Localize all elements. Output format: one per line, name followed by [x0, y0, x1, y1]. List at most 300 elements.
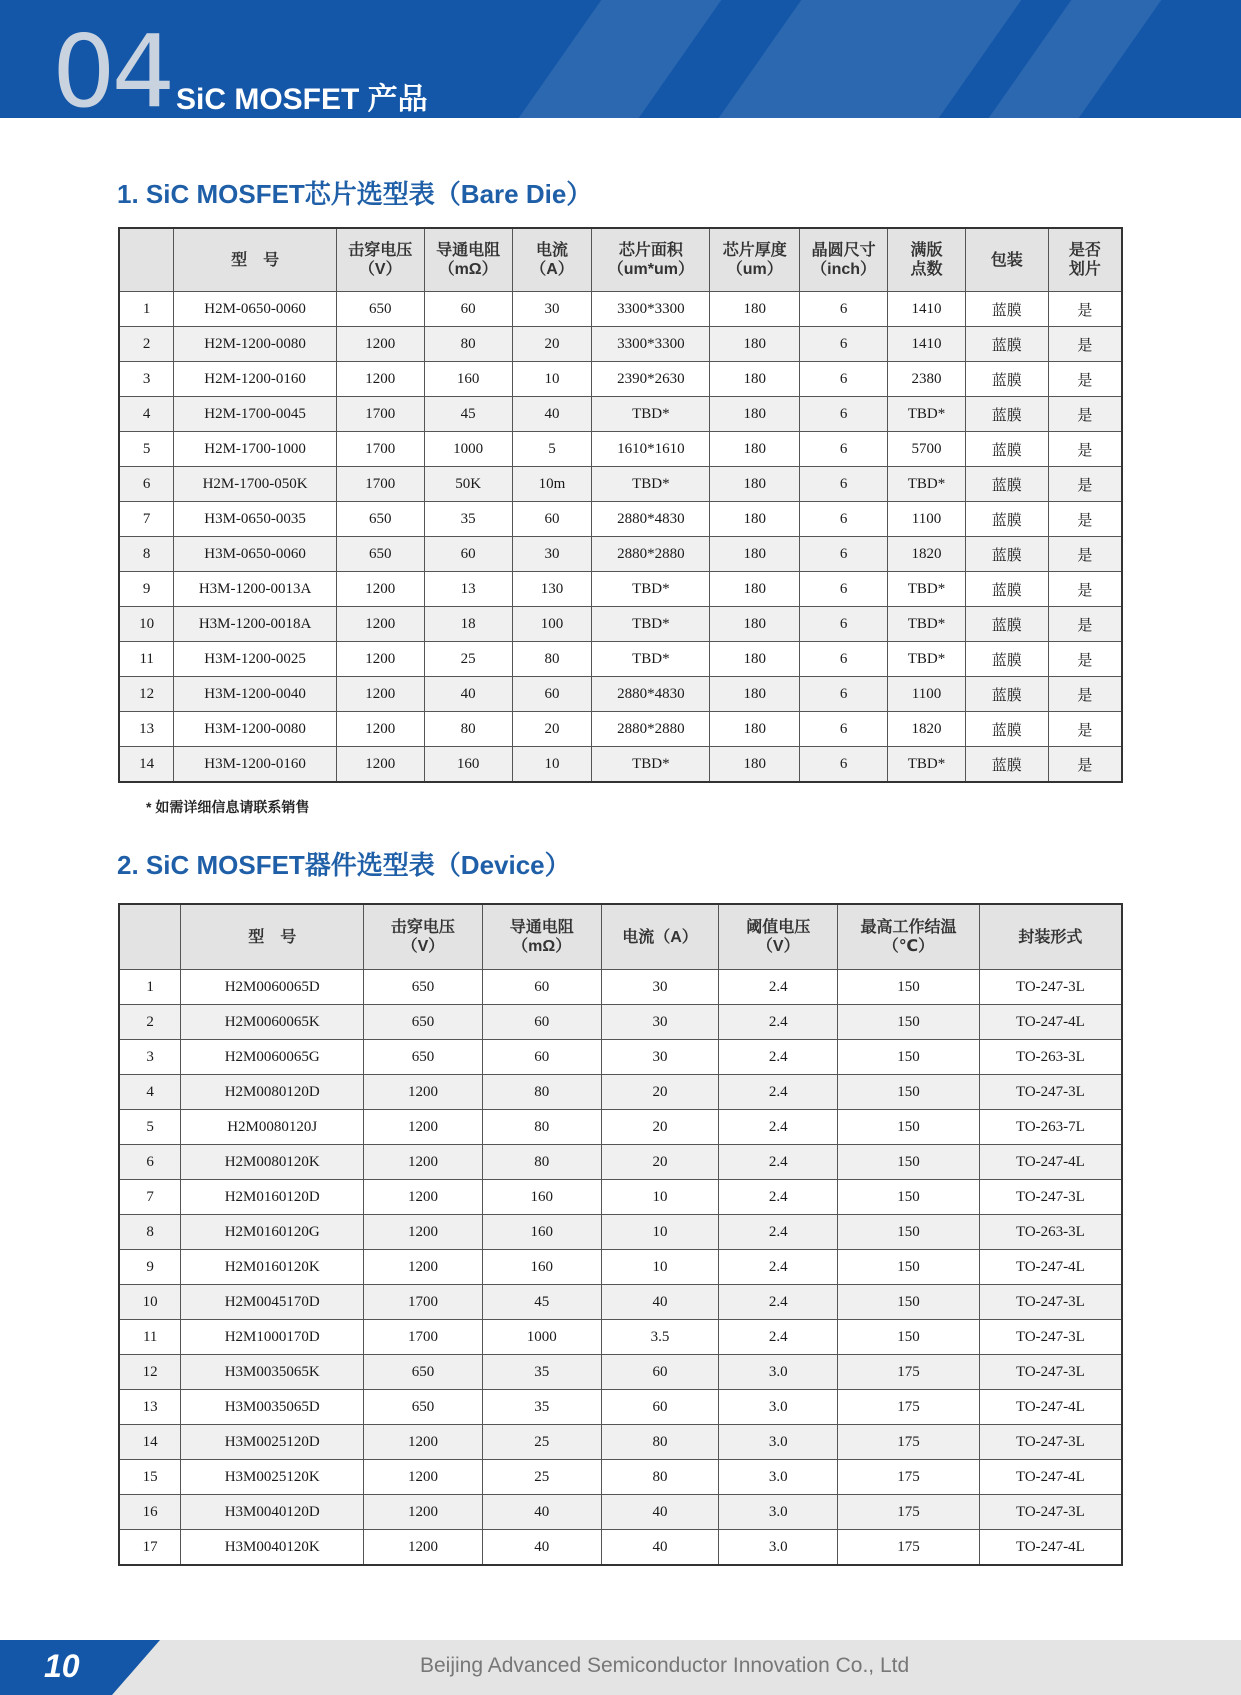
table-cell: 3 [119, 1040, 181, 1075]
table-cell: 1 [119, 292, 174, 327]
footer [0, 1640, 1241, 1695]
table-cell: 2880*2880 [592, 712, 710, 747]
table-cell: 150 [838, 1215, 980, 1250]
table-cell: 是 [1048, 397, 1122, 432]
table-cell: 1000 [482, 1320, 601, 1355]
table-cell: H2M0080120K [181, 1145, 364, 1180]
table-cell: 175 [838, 1425, 980, 1460]
table-row [119, 502, 1122, 537]
table-cell: TBD* [592, 642, 710, 677]
table-cell: 1200 [336, 712, 424, 747]
table-cell: 是 [1048, 747, 1122, 783]
table-cell: 3.0 [719, 1425, 838, 1460]
column-header: 是否 划片 [1048, 228, 1122, 292]
device-header-row [119, 904, 1122, 970]
table-cell: 60 [424, 292, 512, 327]
table-row [119, 1355, 1122, 1390]
table-cell: 18 [424, 607, 512, 642]
table-cell: 20 [512, 327, 592, 362]
table-cell: 20 [601, 1110, 719, 1145]
table-row [119, 747, 1122, 783]
table-cell: TO-263-3L [979, 1215, 1122, 1250]
table-cell: H3M-1200-0018A [174, 607, 337, 642]
table-cell: 10 [512, 362, 592, 397]
table-cell: 150 [838, 1040, 980, 1075]
table-cell: 80 [424, 712, 512, 747]
table-cell: 13 [119, 712, 174, 747]
table-cell: 180 [710, 362, 800, 397]
table-cell: 10 [119, 1285, 181, 1320]
table-cell: H3M-1200-0080 [174, 712, 337, 747]
table-cell: TBD* [592, 607, 710, 642]
table-cell: 14 [119, 747, 174, 783]
table-cell: 1200 [336, 677, 424, 712]
table-cell: 2880*2880 [592, 537, 710, 572]
table-cell: 6 [800, 432, 888, 467]
table-row [119, 292, 1122, 327]
table-cell: 5 [119, 1110, 181, 1145]
table-cell: 5 [512, 432, 592, 467]
table-cell: TBD* [888, 747, 966, 783]
table-row [119, 1145, 1122, 1180]
table-cell: 50K [424, 467, 512, 502]
table-cell: 是 [1048, 572, 1122, 607]
table-cell: 40 [424, 677, 512, 712]
table-cell: TBD* [592, 397, 710, 432]
table-cell: H3M0025120K [181, 1460, 364, 1495]
table-cell: 80 [482, 1145, 601, 1180]
table-cell: TO-247-4L [979, 1390, 1122, 1425]
table-cell: H2M0160120G [181, 1215, 364, 1250]
table-cell: 100 [512, 607, 592, 642]
table-cell: 25 [482, 1425, 601, 1460]
table-cell: 1200 [364, 1425, 483, 1460]
table-row [119, 1215, 1122, 1250]
table-row [119, 397, 1122, 432]
table-cell: 1200 [364, 1530, 483, 1566]
table-cell: TO-263-7L [979, 1110, 1122, 1145]
table-cell: 5 [119, 432, 174, 467]
table-cell: 25 [424, 642, 512, 677]
table-row [119, 970, 1122, 1005]
table-cell: 是 [1048, 642, 1122, 677]
table-cell: 蓝膜 [965, 537, 1048, 572]
table-row [119, 677, 1122, 712]
table-cell: 60 [424, 537, 512, 572]
table-cell: 80 [512, 642, 592, 677]
device-section-title: 2. SiC MOSFET器件选型表（Device） [117, 850, 571, 880]
table-cell: 80 [424, 327, 512, 362]
table-row [119, 432, 1122, 467]
table-cell: 7 [119, 502, 174, 537]
table-cell: 6 [800, 747, 888, 783]
table-cell: TBD* [592, 572, 710, 607]
table-cell: 2880*4830 [592, 677, 710, 712]
table-cell: H3M-0650-0035 [174, 502, 337, 537]
table-cell: 蓝膜 [965, 397, 1048, 432]
table-cell: 6 [119, 467, 174, 502]
table-cell: 是 [1048, 607, 1122, 642]
page-title: SiC MOSFET 产品 [176, 83, 428, 116]
table-cell: 2.4 [719, 1285, 838, 1320]
table-cell: 6 [800, 537, 888, 572]
table-cell: 30 [601, 1005, 719, 1040]
table-cell: 160 [482, 1180, 601, 1215]
table-cell: 1700 [336, 467, 424, 502]
table-cell: 蓝膜 [965, 607, 1048, 642]
table-cell: TO-247-4L [979, 1250, 1122, 1285]
table-cell: TO-247-3L [979, 1285, 1122, 1320]
table-cell: 是 [1048, 432, 1122, 467]
table-cell: 25 [482, 1460, 601, 1495]
table-cell: 1700 [336, 432, 424, 467]
table-cell: 1200 [364, 1460, 483, 1495]
table-cell: 80 [601, 1425, 719, 1460]
table-cell: 6 [800, 607, 888, 642]
table-cell: 180 [710, 747, 800, 783]
table-cell: 60 [482, 1005, 601, 1040]
table-row [119, 327, 1122, 362]
table-cell: TO-247-3L [979, 1425, 1122, 1460]
table-cell: 30 [512, 537, 592, 572]
table-cell: 60 [482, 1040, 601, 1075]
table-cell: 150 [838, 970, 980, 1005]
table-cell: H3M-1200-0040 [174, 677, 337, 712]
footnote: * 如需详细信息请联系销售 [146, 799, 310, 815]
table-row [119, 362, 1122, 397]
table-cell: 蓝膜 [965, 362, 1048, 397]
table-cell: 150 [838, 1110, 980, 1145]
table-cell: 1100 [888, 502, 966, 537]
table-cell: 蓝膜 [965, 292, 1048, 327]
table-cell: H2M-1700-1000 [174, 432, 337, 467]
table-cell: 180 [710, 712, 800, 747]
table-cell: 6 [119, 1145, 181, 1180]
table-cell: 是 [1048, 467, 1122, 502]
table-cell: 175 [838, 1495, 980, 1530]
table-cell: TO-247-3L [979, 1075, 1122, 1110]
table-cell: 3.0 [719, 1460, 838, 1495]
bare-die-section-title: 1. SiC MOSFET芯片选型表（Bare Die） [117, 179, 593, 209]
table-cell: TO-247-3L [979, 1495, 1122, 1530]
table-cell: TBD* [888, 397, 966, 432]
table-cell: 12 [119, 677, 174, 712]
column-header: 导通电阻 （mΩ） [424, 228, 512, 292]
table-cell: 160 [424, 747, 512, 783]
table-cell: 650 [336, 537, 424, 572]
table-cell: 10m [512, 467, 592, 502]
table-cell: TO-247-4L [979, 1530, 1122, 1566]
table-cell: 1200 [336, 607, 424, 642]
bare-die-table [118, 227, 1123, 783]
table-cell: H2M-1200-0160 [174, 362, 337, 397]
column-header: 包装 [965, 228, 1048, 292]
table-cell: 10 [601, 1180, 719, 1215]
table-cell: TO-247-3L [979, 970, 1122, 1005]
table-cell: 4 [119, 1075, 181, 1110]
table-cell: 30 [512, 292, 592, 327]
table-cell: 6 [800, 362, 888, 397]
column-header: 最高工作结温 （℃） [838, 904, 980, 970]
table-cell: 8 [119, 537, 174, 572]
table-cell: 3.0 [719, 1530, 838, 1566]
table-cell: 蓝膜 [965, 467, 1048, 502]
table-cell: 160 [424, 362, 512, 397]
table-cell: 180 [710, 292, 800, 327]
table-cell: 1200 [364, 1495, 483, 1530]
table-cell: H2M-1200-0080 [174, 327, 337, 362]
table-cell: 180 [710, 327, 800, 362]
table-cell: 650 [336, 292, 424, 327]
table-cell: 160 [482, 1215, 601, 1250]
table-cell: 650 [364, 1040, 483, 1075]
column-header: 封装形式 [979, 904, 1122, 970]
header-banner [0, 0, 1241, 118]
table-cell: 40 [482, 1495, 601, 1530]
table-cell: 180 [710, 432, 800, 467]
table-cell: 60 [482, 970, 601, 1005]
table-row [119, 1250, 1122, 1285]
table-row [119, 1180, 1122, 1215]
table-cell: 40 [601, 1285, 719, 1320]
table-cell: H2M0080120D [181, 1075, 364, 1110]
table-cell: 6 [800, 467, 888, 502]
table-cell: 3.0 [719, 1355, 838, 1390]
table-cell: 是 [1048, 362, 1122, 397]
table-cell: H2M0060065K [181, 1005, 364, 1040]
table-cell: 8 [119, 1215, 181, 1250]
table-cell: TBD* [888, 642, 966, 677]
table-cell: H3M-1200-0013A [174, 572, 337, 607]
table-cell: 1700 [364, 1285, 483, 1320]
table-cell: 20 [601, 1075, 719, 1110]
table-row [119, 607, 1122, 642]
table-cell: H2M1000170D [181, 1320, 364, 1355]
table-cell: 40 [601, 1495, 719, 1530]
table-row [119, 642, 1122, 677]
table-cell: 80 [482, 1110, 601, 1145]
table-cell: H2M-0650-0060 [174, 292, 337, 327]
table-cell: TBD* [592, 467, 710, 502]
table-cell: 1200 [336, 642, 424, 677]
table-cell: 2.4 [719, 1075, 838, 1110]
table-cell: H2M0060065D [181, 970, 364, 1005]
table-cell: 17 [119, 1530, 181, 1566]
table-cell: 12 [119, 1355, 181, 1390]
table-cell: 6 [800, 572, 888, 607]
table-cell: H3M-0650-0060 [174, 537, 337, 572]
table-cell: 30 [601, 970, 719, 1005]
table-cell: 6 [800, 677, 888, 712]
table-cell: 2.4 [719, 970, 838, 1005]
table-cell: 20 [512, 712, 592, 747]
table-cell: 175 [838, 1460, 980, 1495]
company-name: Beijing Advanced Semiconductor Innovation Co., Ltd [420, 1654, 910, 1677]
table-cell: 蓝膜 [965, 327, 1048, 362]
table-cell: 60 [601, 1390, 719, 1425]
table-cell: 15 [119, 1460, 181, 1495]
footer-accent [0, 1640, 160, 1695]
table-cell: 6 [800, 502, 888, 537]
table-cell: 60 [512, 502, 592, 537]
table-cell: 180 [710, 607, 800, 642]
table-cell: 650 [364, 970, 483, 1005]
table-cell: 40 [601, 1530, 719, 1566]
table-cell: 3.0 [719, 1390, 838, 1425]
table-cell: 9 [119, 1250, 181, 1285]
table-cell: 80 [601, 1460, 719, 1495]
table-cell: 45 [482, 1285, 601, 1320]
table-cell: 3300*3300 [592, 327, 710, 362]
table-cell: 10 [601, 1250, 719, 1285]
table-cell: 30 [601, 1040, 719, 1075]
table-cell: H3M0040120K [181, 1530, 364, 1566]
table-cell: 1410 [888, 292, 966, 327]
table-cell: TO-247-3L [979, 1320, 1122, 1355]
table-cell: 是 [1048, 292, 1122, 327]
table-cell: H3M0035065D [181, 1390, 364, 1425]
table-cell: H2M-1700-0045 [174, 397, 337, 432]
column-header: 型 号 [174, 228, 337, 292]
table-cell: 3.5 [601, 1320, 719, 1355]
table-cell: 是 [1048, 677, 1122, 712]
table-cell: 蓝膜 [965, 432, 1048, 467]
table-cell: 3 [119, 362, 174, 397]
table-cell: 1200 [336, 572, 424, 607]
table-cell: TBD* [888, 572, 966, 607]
table-cell: 10 [119, 607, 174, 642]
table-cell: 180 [710, 397, 800, 432]
table-cell: TO-247-4L [979, 1005, 1122, 1040]
table-cell: 650 [336, 502, 424, 537]
table-cell: 35 [482, 1390, 601, 1425]
column-header: 芯片面积 （um*um） [592, 228, 710, 292]
table-cell: 2 [119, 1005, 181, 1040]
table-cell: 2 [119, 327, 174, 362]
table-cell: 蓝膜 [965, 747, 1048, 783]
table-cell: TBD* [888, 607, 966, 642]
table-cell: H3M-1200-0025 [174, 642, 337, 677]
table-cell: 35 [424, 502, 512, 537]
column-header: 型 号 [181, 904, 364, 970]
table-row [119, 1075, 1122, 1110]
table-cell: H2M-1700-050K [174, 467, 337, 502]
table-row [119, 1285, 1122, 1320]
table-cell: 1200 [364, 1145, 483, 1180]
table-cell: 150 [838, 1320, 980, 1355]
table-cell: 1820 [888, 537, 966, 572]
table-cell: 150 [838, 1145, 980, 1180]
column-header: 击穿电压 （V） [336, 228, 424, 292]
column-header: 电流（A） [601, 904, 719, 970]
table-row [119, 537, 1122, 572]
table-cell: 130 [512, 572, 592, 607]
table-cell: 13 [424, 572, 512, 607]
table-cell: 4 [119, 397, 174, 432]
table-cell: H3M0025120D [181, 1425, 364, 1460]
table-cell: 1100 [888, 677, 966, 712]
table-cell: 650 [364, 1390, 483, 1425]
table-cell: 180 [710, 502, 800, 537]
table-cell: 2390*2630 [592, 362, 710, 397]
table-cell: 是 [1048, 712, 1122, 747]
table-cell: 2380 [888, 362, 966, 397]
table-cell: 1700 [364, 1320, 483, 1355]
column-header: 击穿电压 （V） [364, 904, 483, 970]
table-cell: 10 [512, 747, 592, 783]
table-cell: 蓝膜 [965, 677, 1048, 712]
column-header: 芯片厚度 （um） [710, 228, 800, 292]
table-cell: 是 [1048, 537, 1122, 572]
table-cell: 11 [119, 642, 174, 677]
table-cell: 180 [710, 467, 800, 502]
table-cell: 1200 [336, 747, 424, 783]
table-cell: 16 [119, 1495, 181, 1530]
device-table [118, 903, 1123, 1566]
table-cell: H2M0160120K [181, 1250, 364, 1285]
table-cell: 35 [482, 1355, 601, 1390]
table-cell: H2M0080120J [181, 1110, 364, 1145]
table-cell: 60 [601, 1355, 719, 1390]
table-cell: 蓝膜 [965, 572, 1048, 607]
table-cell: TO-247-4L [979, 1460, 1122, 1495]
table-cell: 2.4 [719, 1005, 838, 1040]
table-cell: 5700 [888, 432, 966, 467]
table-cell: 1200 [364, 1250, 483, 1285]
page-number: 10 [44, 1648, 80, 1684]
table-cell: TBD* [592, 747, 710, 783]
table-row [119, 467, 1122, 502]
table-cell: TBD* [888, 467, 966, 502]
table-cell: 1200 [336, 327, 424, 362]
table-row [119, 1460, 1122, 1495]
table-cell: TO-247-3L [979, 1180, 1122, 1215]
table-cell: 2.4 [719, 1110, 838, 1145]
table-cell: 是 [1048, 327, 1122, 362]
table-cell: 6 [800, 642, 888, 677]
table-cell: 1000 [424, 432, 512, 467]
table-cell: 6 [800, 397, 888, 432]
table-cell: 是 [1048, 502, 1122, 537]
table-cell: 2880*4830 [592, 502, 710, 537]
table-cell: 150 [838, 1075, 980, 1110]
bare-die-header-row [119, 228, 1122, 292]
table-cell: 150 [838, 1285, 980, 1320]
table-cell: TO-263-3L [979, 1040, 1122, 1075]
table-cell: 1700 [336, 397, 424, 432]
table-cell: 175 [838, 1530, 980, 1566]
table-cell: 13 [119, 1390, 181, 1425]
table-cell: 7 [119, 1180, 181, 1215]
table-cell: 1410 [888, 327, 966, 362]
table-row [119, 572, 1122, 607]
column-header: 导通电阻 （mΩ） [482, 904, 601, 970]
table-cell: 2.4 [719, 1320, 838, 1355]
table-cell: 3300*3300 [592, 292, 710, 327]
table-cell: 2.4 [719, 1215, 838, 1250]
column-header: 晶圆尺寸 （inch） [800, 228, 888, 292]
table-row [119, 1530, 1122, 1566]
column-header [119, 228, 174, 292]
table-cell: TO-247-3L [979, 1355, 1122, 1390]
table-cell: 6 [800, 327, 888, 362]
table-cell: 1200 [364, 1180, 483, 1215]
column-header: 阈值电压 （V） [719, 904, 838, 970]
table-cell: 1610*1610 [592, 432, 710, 467]
table-row [119, 1425, 1122, 1460]
table-cell: 160 [482, 1250, 601, 1285]
table-row [119, 1495, 1122, 1530]
